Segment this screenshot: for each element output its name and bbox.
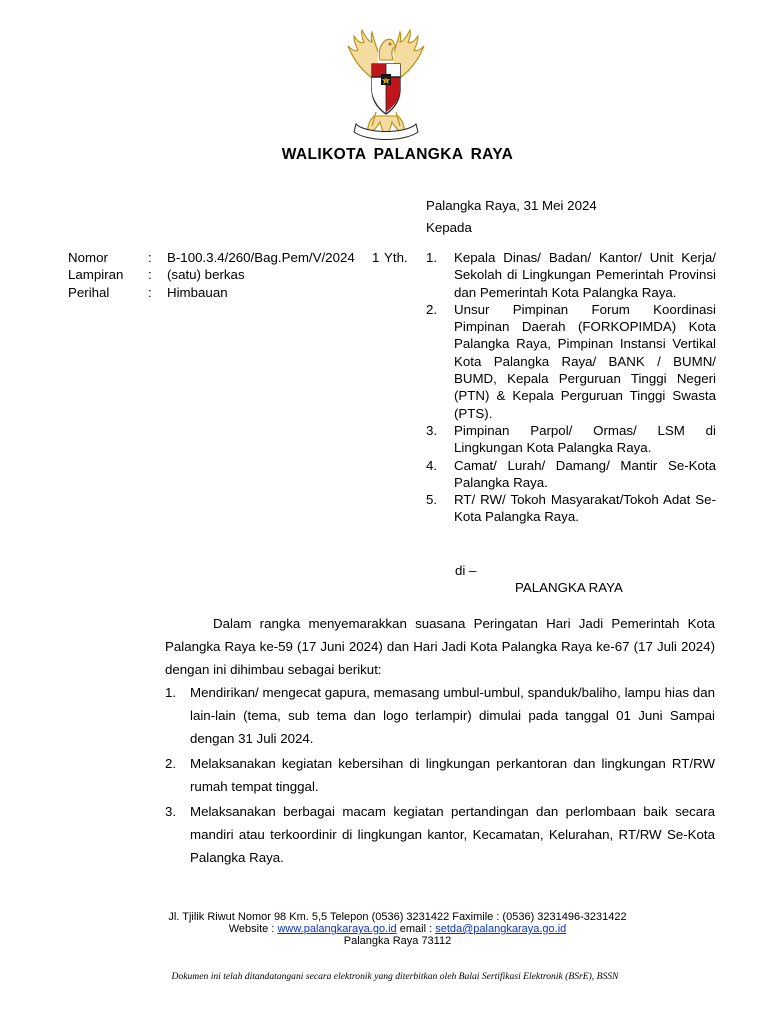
perihal-label: Perihal <box>68 285 110 300</box>
recipient-list <box>426 249 716 526</box>
footer-contact <box>0 923 768 935</box>
di-label: di – <box>455 563 477 578</box>
perihal-colon: : <box>148 285 152 300</box>
lampiran-label: Lampiran <box>68 267 124 282</box>
nomor-value: B-100.3.4/260/Bag.Pem/V/2024 <box>167 250 355 265</box>
electronic-signature-disclaimer: Dokumen ini telah ditandatangani secara elektronik yang diterbitkan oleh Balai Sertifikasi Elektronik (BSrE), BSSN <box>171 971 619 982</box>
garuda-pancasila-emblem <box>338 26 434 150</box>
website-link[interactable]: www.palangkaraya.go.id <box>277 923 397 935</box>
body-intro: Dalam rangka menyemarakkan suasana Peringatan Hari Jadi Pemerintah Kota Palangka Raya ke-59 (17 Juni 2024) dan Hari Jadi Kota Palangka Raya ke-67 (17 Juli 2024) dengan ini dihimbau sebagai berikut: <box>165 616 715 677</box>
email-label: email : <box>399 923 433 935</box>
recipient-item: 5. RT/ RW/ Tokoh Masyarakat/Tokoh Adat Se-Kota Palangka Raya. <box>426 492 716 525</box>
instruction-list <box>165 681 715 869</box>
letter-title: WALIKOTA PALANGKA RAYA <box>281 146 514 163</box>
lampiran-colon: : <box>148 267 152 282</box>
recipient-item: 3. Pimpinan Parpol/ Ormas/ LSM di Lingkungan Kota Palangka Raya. <box>426 422 716 456</box>
letterhead-footer <box>0 911 768 947</box>
yth-label: Yth. <box>384 250 408 265</box>
di-city: PALANGKA RAYA <box>515 580 623 595</box>
nomor-colon: : <box>148 250 152 265</box>
recipient-item: 4. Camat/ Lurah/ Damang/ Mantir Se-Kota Palangka Raya. <box>426 457 716 490</box>
place-date: Palangka Raya, 31 Mei 2024 <box>426 198 597 213</box>
nomor-label: Nomor <box>68 250 108 265</box>
lampiran-value: (satu) berkas <box>167 267 245 282</box>
footer-city: Palangka Raya 73112 <box>343 935 452 947</box>
instruction-item: 2. Melaksanakan kegiatan kebersihan di lingkungan perkantoran dan lingkungan RT/RW rumah tempat tinggal. <box>165 756 715 794</box>
perihal-value: Himbauan <box>167 285 228 300</box>
instruction-item: 3. Melaksanakan berbagai macam kegiatan pertandingan dan perlombaan baik secara mandiri atau terkoordinir di lingkungan kantor, Kecamatan, Kelurahan, RT/RW Se-Kota Palangka Raya. <box>165 804 715 865</box>
lampiran-count: 1 <box>372 250 380 265</box>
footer-address: Jl. Tjilik Riwut Nomor 98 Km. 5,5 Telepon (0536) 3231422 Faximile : (0536) 3231496-3231422 <box>168 911 627 923</box>
recipient-item: 2. Unsur Pimpinan Forum Koordinasi Pimpinan Daerah (FORKOPIMDA) Kota Palangka Raya, Pimpinan Instansi Vertikal Kota Palangka Raya/ BANK / BUMN/ BUMD, Kepala Perguruan Tinggi Negeri (PTN) & Kepala Perguruan Tinggi Swasta (PTS). <box>426 301 716 421</box>
recipient-item: 1. Kepala Dinas/ Badan/ Kantor/ Unit Kerja/ Sekolah di Lingkungan Pemerintah Provinsi dan Pemerintah Kota Palangka Raya. <box>426 250 716 300</box>
kepada-label: Kepada <box>426 220 472 235</box>
instruction-item: 1. Mendirikan/ mengecat gapura, memasang umbul-umbul, spanduk/baliho, lampu hias dan lain-lain (tema, sub tema dan logo terlampir) dimulai pada tanggal 01 Juni Sampai dengan 31 Juli 2024. <box>165 685 715 746</box>
email-link[interactable]: setda@palangkaraya.go.id <box>435 923 567 935</box>
website-label: Website : <box>228 923 275 935</box>
